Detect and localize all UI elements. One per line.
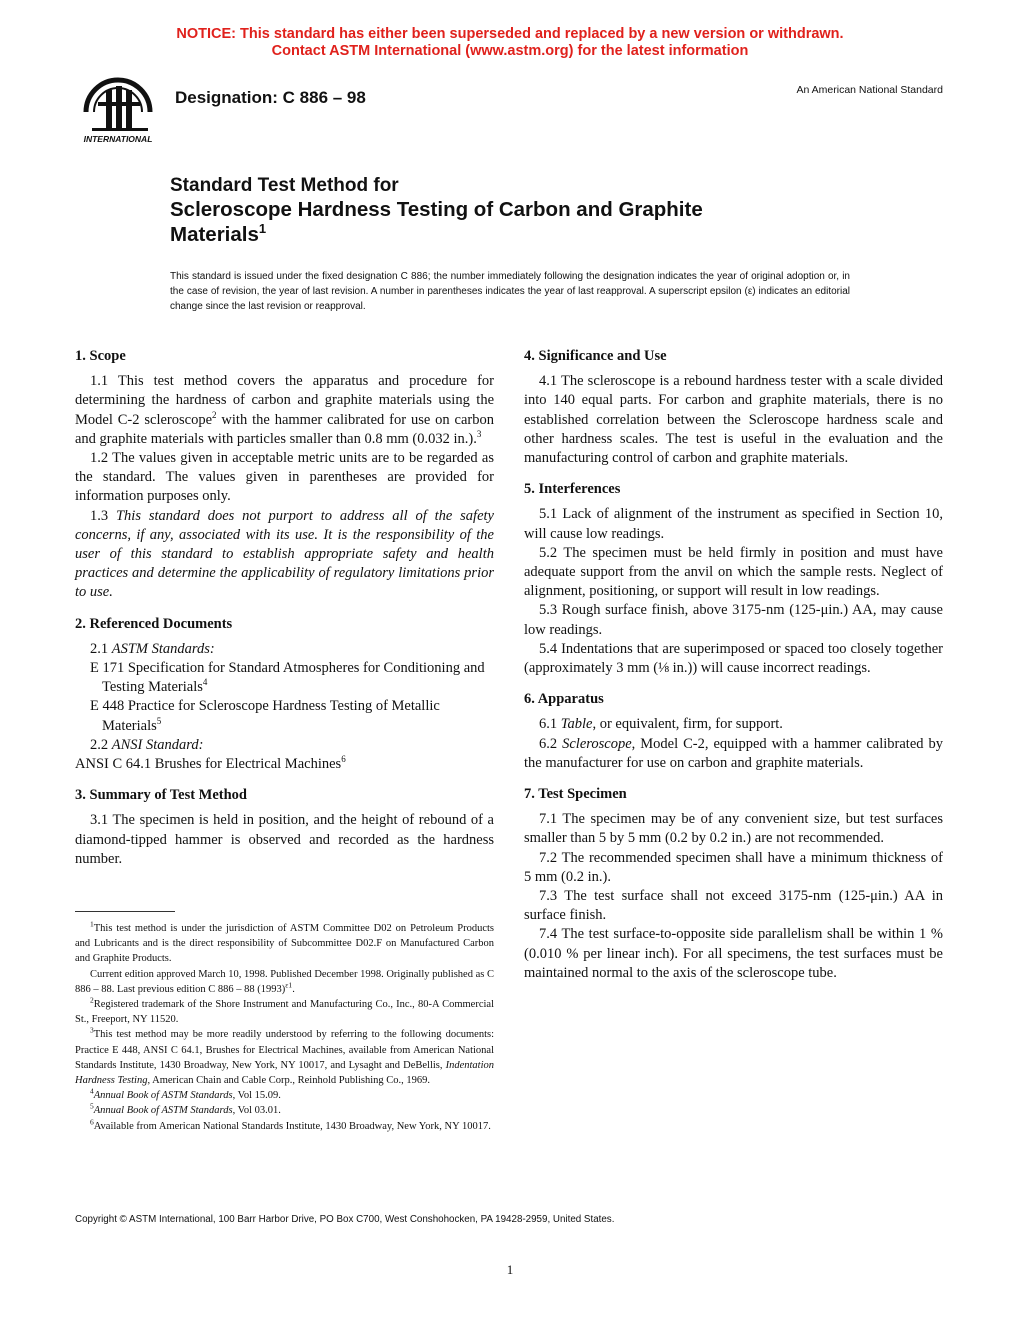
- paragraph-5-4: 5.4 Indentations that are superimposed or spaced too closely together (approximately 3 mm (⅛ in.)) will cause incorrect readings.: [524, 640, 943, 677]
- title-footnote-ref: 1: [258, 221, 267, 237]
- paragraph-6-2: 6.2 Scleroscope, Model C-2, equipped with a hammer calibrated by the manufacturer for use on carbon and graphite materials.: [524, 735, 944, 771]
- paragraph-6-1: 6.1 Table, or equivalent, firm, for support.: [539, 716, 783, 733]
- footnote-1-edition: Current edition approved March 10, 1998. Published December 1998. Originally published as C 886 – 88. Last previous edition C 886 – 88 $(1993)^{\varepsilon 1}$.: [75, 968, 494, 995]
- section-heading-referenced: 2. Referenced Documents: [75, 615, 233, 632]
- paragraph-4-1: 4.1 The scleroscope is a rebound hardness tester with a scale divided into 140 equal parts. For carbon and graphite materials, there is no established correlation between the Scleroscope hardness scale and other hardness scales. The test is useful in the evaluation and the manufacturing control of carbon and graphite materials.: [524, 373, 943, 467]
- superseded-notice: [0, 26, 1020, 60]
- footnote-6: $^6$Available from American National Standards Institute, 1430 Broadway, New York, NY 10017.: [90, 1117, 491, 1132]
- notice-line-2: Contact ASTM International (www.astm.org) for the latest information: [271, 43, 749, 59]
- right-column: [524, 347, 943, 983]
- paragraph-1-2: 1.2 The values given in acceptable metric units are to be regarded as the standard. The values given in parentheses are provided for information purposes only.: [75, 450, 494, 505]
- paragraph-7-4: 7.4 The test surface-to-opposite side parallelism shall be within 1 % (0.010 % per linear inch). For all specimens, the test surfaces must be maintained normal to the axis of the scleroscope tube.: [524, 926, 943, 981]
- section-heading-significance: 4. Significance and Use: [524, 348, 667, 364]
- footnote-2: $^2$Registered trademark of the Shore Instrument and Manufacturing Co., Inc., 80-A Commercial St., Freeport, NY 11520.: [75, 995, 494, 1026]
- footnote-4: $^4$Annual Book of ASTM Standards, Vol 15.09.: [90, 1086, 281, 1102]
- paragraph-7-1: 7.1 The specimen may be of any convenient size, but test surfaces smaller than 5 by 5 mm (0.2 by 0.2 in.) are not recommended.: [524, 811, 943, 847]
- section-heading-interferences: 5. Interferences: [524, 481, 621, 498]
- footnote-1: $^1$This test method is under the jurisdiction of ASTM Committee D02 on Petroleum Products and Lubricants and is the direct responsibility of Subcommittee D02.F on Manufactured Carbon and Graphite Products.: [75, 919, 494, 965]
- document-title: [170, 175, 703, 247]
- astm-logo-icon: [76, 76, 160, 148]
- section-heading-apparatus: 6. Apparatus: [524, 691, 604, 708]
- reference-e448: E 448 Practice for Scleroscope Hardness Testing of Metallic Materials$^5$: [90, 698, 440, 734]
- left-column: [75, 347, 494, 869]
- title-line-2: Scleroscope Hardness Testing of Carbon and Graphite: [170, 198, 703, 221]
- paragraph-5-3: 5.3 Rough surface finish, above 3175-nm (125-μin.) AA, may cause low readings.: [524, 602, 943, 638]
- footnotes: [75, 921, 494, 1134]
- paragraph-1-3: 1.3 This standard does not purport to address all of the safety concerns, if any, associated with its use. It is the responsibility of the user of this standard to establish appropriate safety and health practices and determine the applicability of regulatory limitations prior to use.: [75, 507, 494, 601]
- copyright: Copyright © ASTM International, 100 Barr Harbor Drive, PO Box C700, West Conshohocken, PA 19428-2959, United States.: [75, 1214, 615, 1225]
- section-heading-summary: 3. Summary of Test Method: [75, 787, 247, 804]
- ansi-standard-label: 2.2 ANSI Standard:: [90, 736, 204, 753]
- title-line-3: Materials$^1$: [170, 221, 267, 246]
- section-heading-specimen: 7. Test Specimen: [524, 786, 627, 803]
- issued-note: This standard is issued under the fixed designation C 886; the number immediately following the designation indicates the year of original adoption or, in the case of revision, the year of last revision. A number in parentheses indicates the year of last reapproval. A superscript epsilon (ε) indicates an editorial change since the last revision or reapproval.: [170, 271, 850, 313]
- paragraph-5-2: 5.2 The specimen must be held firmly in position and must have adequate support from the anvil on which the sample rests. Neglect of alignment, positioning, or support will result in low readings.: [524, 544, 943, 600]
- paragraph-3-1: 3.1 The specimen is held in position, and the height of rebound of a diamond-tipped hammer is observed and recorded as the hardness number.: [75, 812, 494, 867]
- paragraph-1-1: 1.1 This test method covers the apparatus and procedure for determining the hardness of carbon and graphite materials using the Model C-2 scleroscope$^2$ with the hammer calibrated for use on carbon and graphite materials with particles smaller than 0.8 mm (0.032 in.).$^3$: [75, 373, 494, 447]
- designation: Designation: C 886 – 98: [175, 88, 366, 107]
- logo-text: INTERNATIONAL: [83, 134, 153, 144]
- title-line-1: Standard Test Method for: [170, 175, 399, 196]
- astm-standards-label: 2.1 ASTM Standards:: [90, 640, 215, 657]
- footnote-3: $^3$This test method may be more readily understood by referring to the following documents: Practice E 448, ANSI C 64.1, Brushes for Electrical Machines, available from American National Standards Institute, 1430 Broadway, New York, NY 10017, and Lysaght and DeBellis, Indentation Hardness Testing, American Chain and Cable Corp., Reinhold Publishing Co., 1969.: [75, 1025, 494, 1087]
- paragraph-7-2: 7.2 The recommended specimen shall have a minimum thickness of 5 mm (0.2 in.).: [524, 849, 943, 885]
- paragraph-7-3: 7.3 The test surface shall not exceed 3175-nm (125-μin.) AA in surface finish.: [524, 888, 943, 924]
- page-number: 1: [506, 1262, 514, 1277]
- reference-e171: E 171 Specification for Standard Atmospheres for Conditioning and Testing Materials$^4$: [90, 660, 485, 696]
- footnote-divider: [75, 911, 175, 912]
- section-heading-scope: 1. Scope: [75, 348, 126, 364]
- footnote-5: $^5$Annual Book of ASTM Standards, Vol 03.01.: [90, 1101, 281, 1117]
- american-national-standard: An American National Standard: [796, 84, 943, 96]
- notice-line-1: NOTICE: This standard has either been superseded and replaced by a new version or withdrawn.: [176, 26, 844, 42]
- astm-logo: [76, 76, 160, 148]
- paragraph-5-1: 5.1 Lack of alignment of the instrument as specified in Section 10, will cause low readings.: [524, 506, 943, 542]
- reference-ansi-c64: ANSI C 64.1 Brushes for Electrical Machines$^6$: [75, 754, 346, 773]
